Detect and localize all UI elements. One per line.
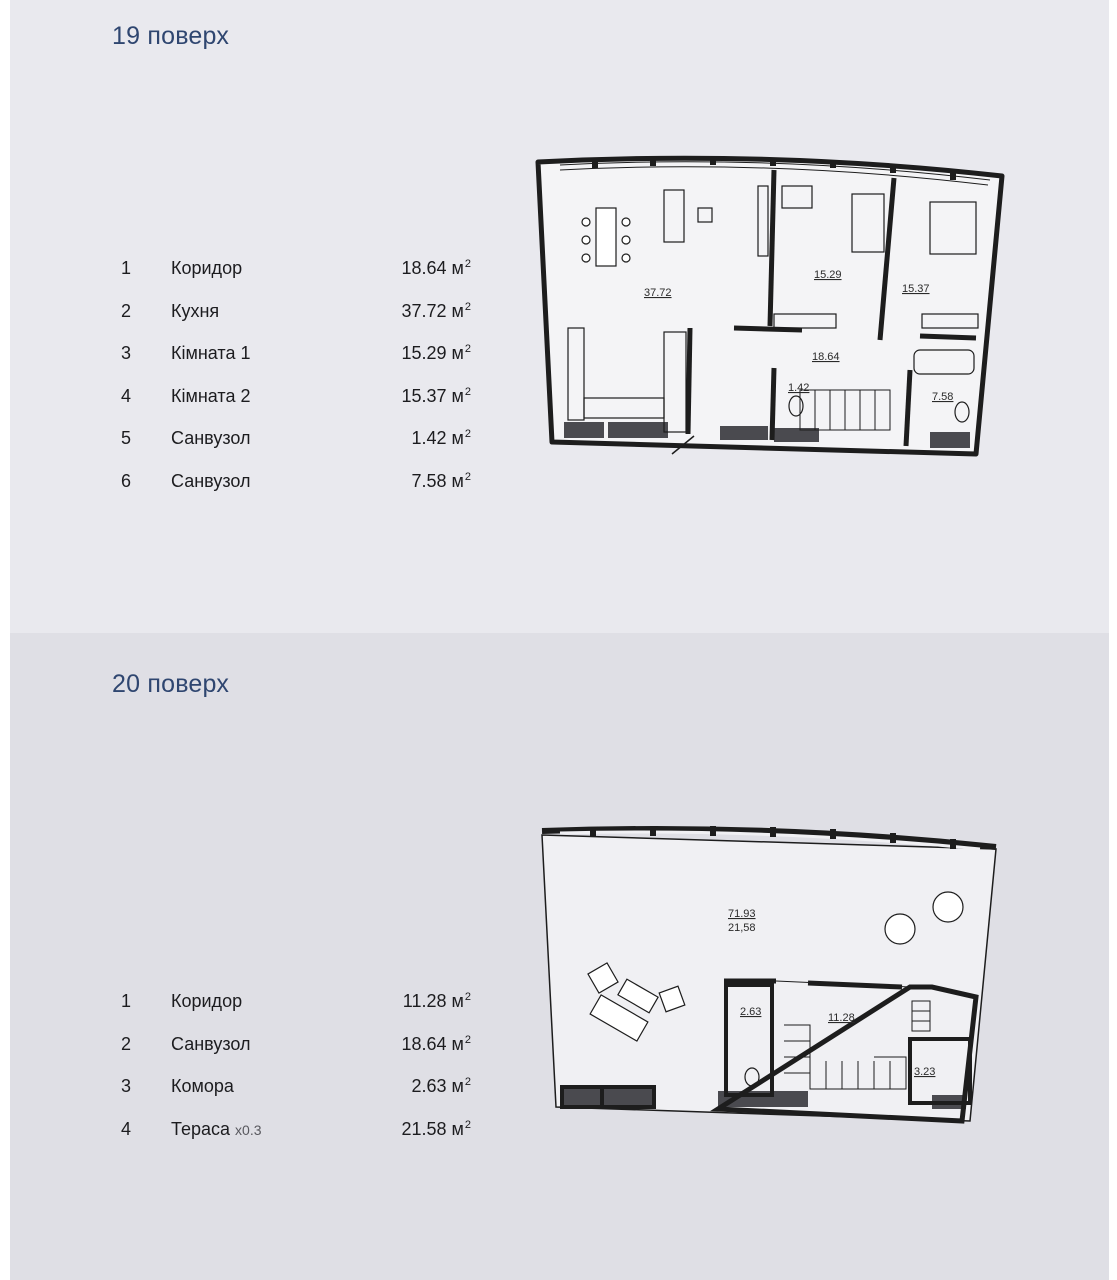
room-row-corridor bbox=[121, 991, 471, 1019]
floor-20-section bbox=[10, 633, 1109, 1280]
room-area: 37.72 $м^2$ bbox=[401, 301, 471, 321]
room-name: Тераса x0.3 bbox=[171, 1119, 262, 1139]
room-name: Коридор bbox=[171, 991, 243, 1011]
floor-20-plan bbox=[530, 825, 1010, 1135]
plan-label-corridor: 11.28 bbox=[828, 1012, 855, 1024]
floor-19-section bbox=[10, 0, 1109, 633]
plan-label-storage: 2.63 bbox=[740, 1006, 762, 1018]
plan-label-kitchen: 37.72 bbox=[644, 287, 672, 299]
room-name: Санвузол bbox=[171, 471, 251, 491]
room-name: Кухня bbox=[171, 301, 220, 321]
room-area: 18.64 $м^2$ bbox=[401, 1034, 471, 1054]
room-row-wc-2 bbox=[121, 471, 471, 499]
room-row-wc bbox=[121, 1034, 471, 1062]
room-name: Кімната 2 bbox=[171, 386, 251, 406]
room-number: 1 bbox=[121, 258, 132, 278]
room-number: 2 bbox=[121, 1034, 132, 1054]
plan-label-room-2: 15.37 bbox=[902, 283, 930, 295]
floor-20-title: 20 поверх bbox=[112, 670, 230, 698]
room-row-storage bbox=[121, 1076, 471, 1104]
room-area: 7.58 $м^2$ bbox=[411, 471, 471, 491]
room-row-room-1 bbox=[121, 343, 471, 371]
room-row-room-2 bbox=[121, 386, 471, 414]
plan-label-room-1: 15.29 bbox=[814, 269, 842, 281]
room-area: 21.58 $м^2$ bbox=[401, 1119, 471, 1139]
area-multiplier: x0.3 bbox=[235, 1122, 262, 1138]
floor-19-plan bbox=[530, 150, 1020, 470]
room-row-terrace bbox=[121, 1119, 471, 1147]
room-number: 1 bbox=[121, 991, 132, 1011]
room-area: 1.42 $м^2$ bbox=[411, 428, 471, 448]
room-name: Комора bbox=[171, 1076, 234, 1096]
room-name: Санвузол bbox=[171, 428, 251, 448]
floor-19-title: 19 поверх bbox=[112, 22, 230, 50]
room-number: 6 bbox=[121, 471, 132, 491]
room-name: Коридор bbox=[171, 258, 243, 278]
room-area: 15.37 $м^2$ bbox=[401, 386, 471, 406]
room-number: 4 bbox=[121, 1119, 132, 1139]
room-area: 15.29 $м^2$ bbox=[401, 343, 471, 363]
room-area: 2.63 $м^2$ bbox=[411, 1076, 471, 1096]
room-number: 3 bbox=[121, 343, 132, 363]
plan-label-corridor: 18.64 bbox=[812, 351, 840, 363]
room-row-kitchen bbox=[121, 301, 471, 329]
plan-label-bath: 3.23 bbox=[914, 1066, 936, 1078]
room-number: 5 bbox=[121, 428, 132, 448]
plan-label-wc-small: 1.42 bbox=[788, 382, 810, 394]
room-number: 2 bbox=[121, 301, 132, 321]
room-name: Санвузол bbox=[171, 1034, 251, 1054]
room-row-wc-1 bbox=[121, 428, 471, 456]
room-number: 3 bbox=[121, 1076, 132, 1096]
plan-label-terrace-total: 71.93 bbox=[728, 908, 756, 920]
room-number: 4 bbox=[121, 386, 132, 406]
plan-label-bath: 7.58 bbox=[932, 391, 954, 403]
room-row-corridor bbox=[121, 258, 471, 286]
room-name: Кімната 1 bbox=[171, 343, 251, 363]
plan-label-terrace-reduced: 21,58 bbox=[728, 922, 756, 934]
room-area: 18.64 $м^2$ bbox=[401, 258, 471, 278]
room-area: 11.28 $м^2$ bbox=[402, 991, 471, 1011]
